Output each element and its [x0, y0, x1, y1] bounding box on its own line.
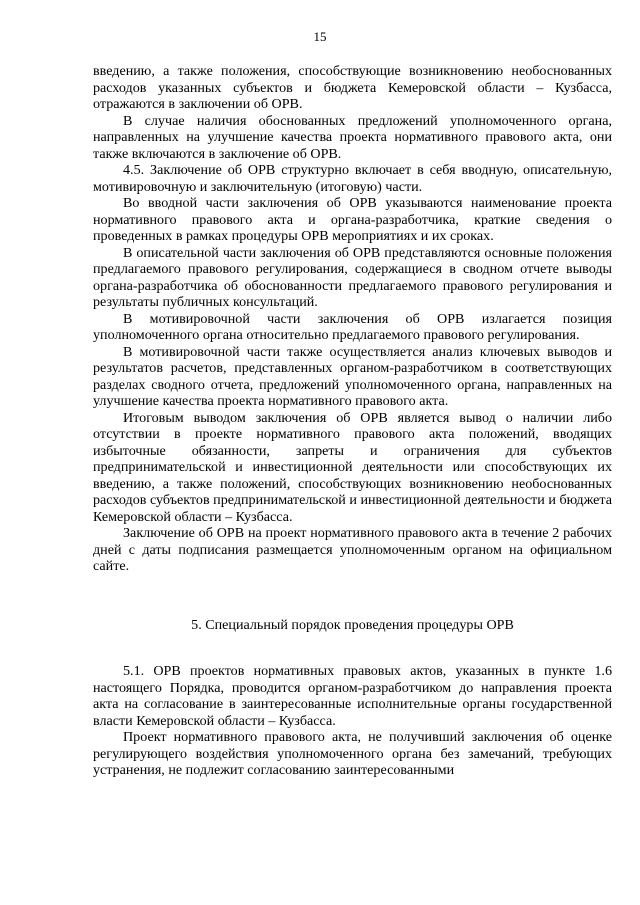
paragraph: В мотивировочной части также осуществляется анализ ключевых выводов и результатов расчетов, представленных органом-разработчиком в соответствующих разделах сводного отчета, предложений уполномоченного органа, направленных на улучшение качества проекта нормативного правового акта. [93, 343, 612, 409]
paragraph: Проект нормативного правового акта, не получивший заключения об оценке регулирующего воздействия уполномоченного органа без замечаний, требующих устранения, не подлежит согласованию заинтересованными [93, 729, 612, 778]
document-body [93, 63, 612, 779]
paragraph-5-1: 5.1. ОРВ проектов нормативных правовых актов, указанных в пункте 1.6 настоящего Порядка, проводится органом-разработчиком до направления проекта акта на согласование в заинтересованные исполнительные органы государственной власти Кемеровской области – Кузбасса. [93, 663, 612, 729]
paragraph-4-5: 4.5. Заключение об ОРВ структурно включает в себя вводную, описательную, мотивировочную и заключительную (итоговую) части. [93, 162, 612, 195]
paragraph: Итоговым выводом заключения об ОРВ является вывод о наличии либо отсутствии в проекте нормативного правового акта положений, вводящих избыточные обязанности, запреты и ограничения для субъектов предпринимательской и инвестиционной деятельности или способствующих их введению, а также положений, способствующих возникновению необоснованных расходов субъектов предпринимательской и инвестиционной деятельности и бюджета Кемеровской области – Кузбасса. [93, 409, 612, 525]
paragraph: Заключение об ОРВ на проект нормативного правового акта в течение 2 рабочих дней с даты подписания размещается уполномоченным органом на официальном сайте. [93, 525, 612, 574]
paragraph: В описательной части заключения об ОРВ представляются основные положения предлагаемого правового регулирования, содержащиеся в сводном отчете выводы органа-разработчика об обоснованности предлагаемого правового регулирования и результаты публичных консультаций. [93, 244, 612, 310]
paragraph: В случае наличия обоснованных предложений уполномоченного органа, направленных на улучшение качества проекта нормативного правового акта, они также включаются в заключение об ОРВ. [93, 112, 612, 162]
paragraph: Во вводной части заключения об ОРВ указываются наименование проекта нормативного правового акта и органа-разработчика, краткие сведения о проведенных в рамках процедуры ОРВ мероприятиях и их сроках. [93, 195, 612, 244]
section-heading: 5. Специальный порядок проведения процедуры ОРВ [191, 616, 514, 633]
paragraph-continuation: введению, а также положения, способствующие возникновению необоснованных расходов указанных субъектов и бюджета Кемеровской области – Кузбасса, отражаются в заключении об ОРВ. [93, 63, 612, 112]
paragraph: В мотивировочной части заключения об ОРВ излагается позиция уполномоченного органа относительно предлагаемого правового регулирования. [93, 310, 612, 343]
page-number: 15 [313, 29, 327, 44]
